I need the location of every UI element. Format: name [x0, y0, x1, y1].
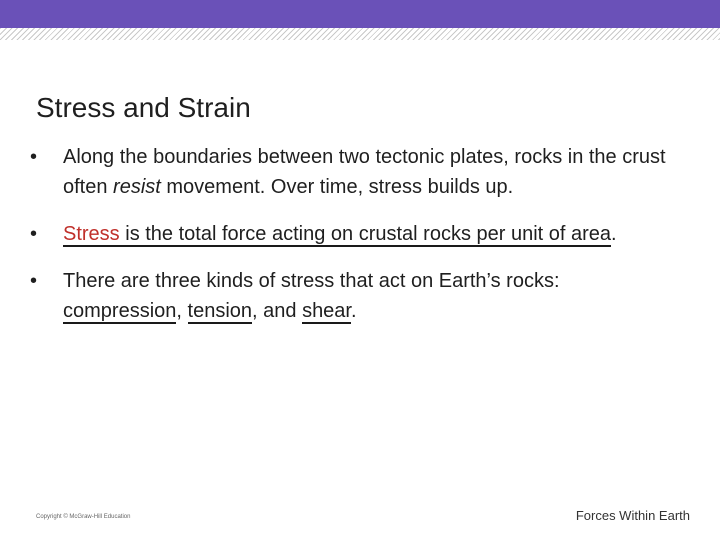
- bullet-item-2: • Stress is the total force acting on crustal rocks per unit of area.: [30, 219, 670, 249]
- resist-term: resist: [113, 176, 161, 198]
- slide-title: Stress and Strain: [36, 92, 251, 123]
- chapter-footer: Forces Within Earth: [575, 508, 690, 523]
- stress-term: Stress: [63, 223, 120, 245]
- bullet-marker: •: [30, 146, 38, 168]
- tension-term: tension: [187, 300, 253, 322]
- stress-definition: is the total force acting on crustal rocks per unit of area: [119, 223, 612, 245]
- bullet-marker: •: [30, 223, 38, 245]
- hatch-divider: [0, 28, 720, 40]
- bullet-item-1: • Along the boundaries between two tectonic plates, rocks in the crust often resist movement. Over time, stress builds up.: [30, 142, 670, 202]
- bullet-list: [30, 142, 670, 343]
- copyright-notice: Copyright © McGraw-Hill Education: [36, 514, 131, 520]
- shear-term: shear: [302, 300, 351, 322]
- compression-term: compression: [63, 300, 177, 322]
- bullet-marker: •: [30, 270, 38, 292]
- bullet-item-3: • There are three kinds of stress that act on Earth’s rocks: compression, tension, and shear.: [30, 266, 670, 326]
- header-band: [0, 0, 720, 28]
